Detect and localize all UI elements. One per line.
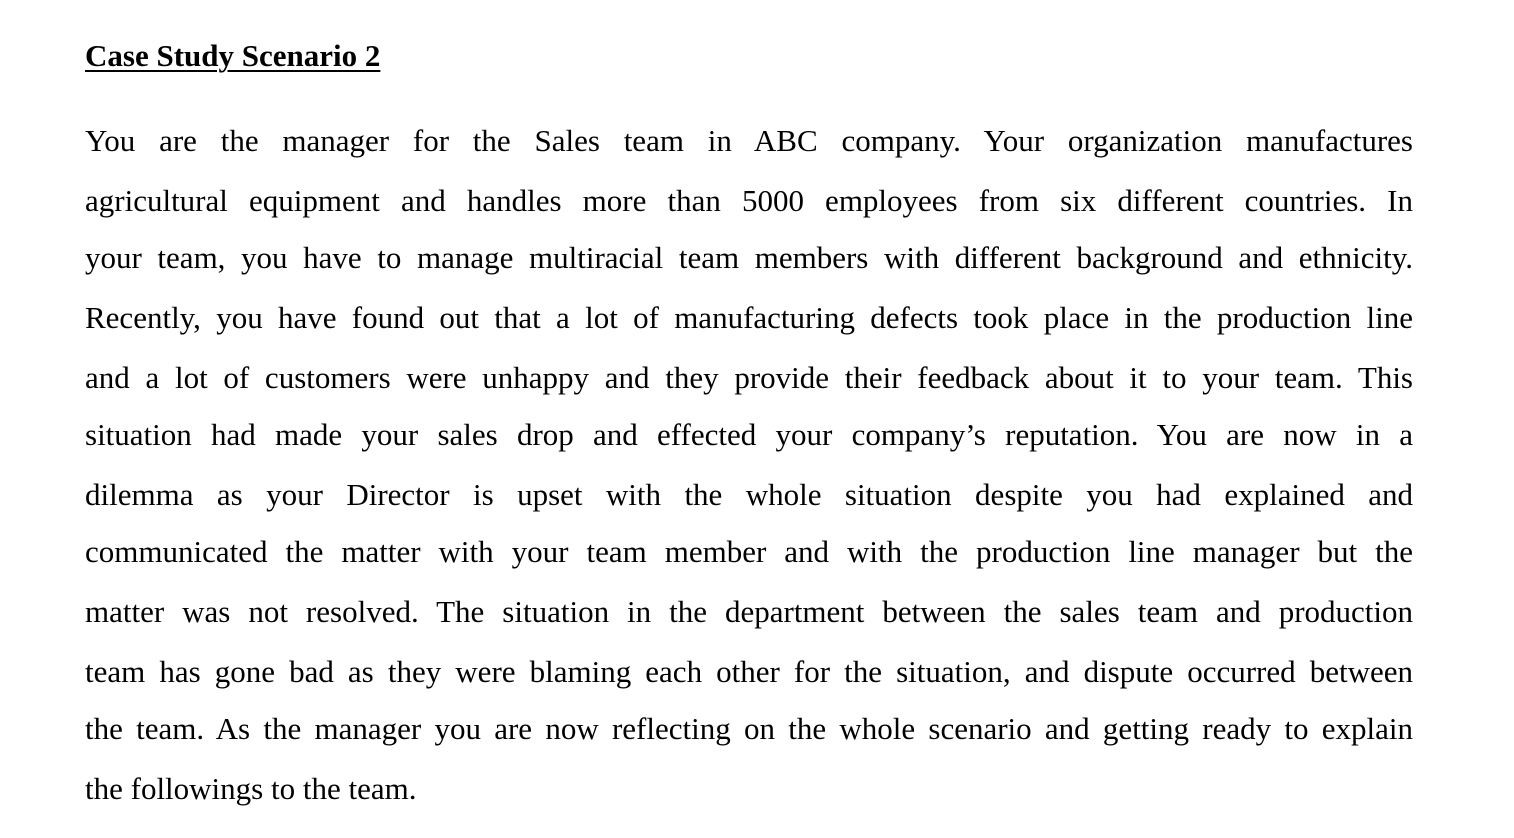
- paragraph-line: You are the manager for the Sales team in ABC company. Your organization manufactures: [85, 123, 1413, 158]
- paragraph-line: the team. As the manager you are now reflecting on the whole scenario and getting ready to explain: [85, 711, 1413, 746]
- paragraph-line: your team, you have to manage multiracial team members with different background and ethnicity.: [85, 240, 1413, 275]
- case-study-heading: Case Study Scenario 2: [85, 38, 381, 73]
- paragraph-line: the followings to the team.: [85, 771, 417, 806]
- paragraph-line: team has gone bad as they were blaming each other for the situation, and dispute occurred between: [85, 654, 1413, 689]
- paragraph-line: dilemma as your Director is upset with the whole situation despite you had explained and: [85, 477, 1413, 512]
- paragraph-line: matter was not resolved. The situation in the department between the sales team and production: [85, 594, 1413, 629]
- paragraph-line: Recently, you have found out that a lot of manufacturing defects took place in the production line: [85, 300, 1413, 335]
- paragraph-line: communicated the matter with your team member and with the production line manager but the: [85, 534, 1413, 569]
- paragraph-line: agricultural equipment and handles more than 5000 employees from six different countries. In: [85, 183, 1413, 218]
- paragraph-line: situation had made your sales drop and effected your company’s reputation. You are now in a: [85, 417, 1413, 452]
- paragraph-line: and a lot of customers were unhappy and they provide their feedback about it to your team. This: [85, 360, 1413, 395]
